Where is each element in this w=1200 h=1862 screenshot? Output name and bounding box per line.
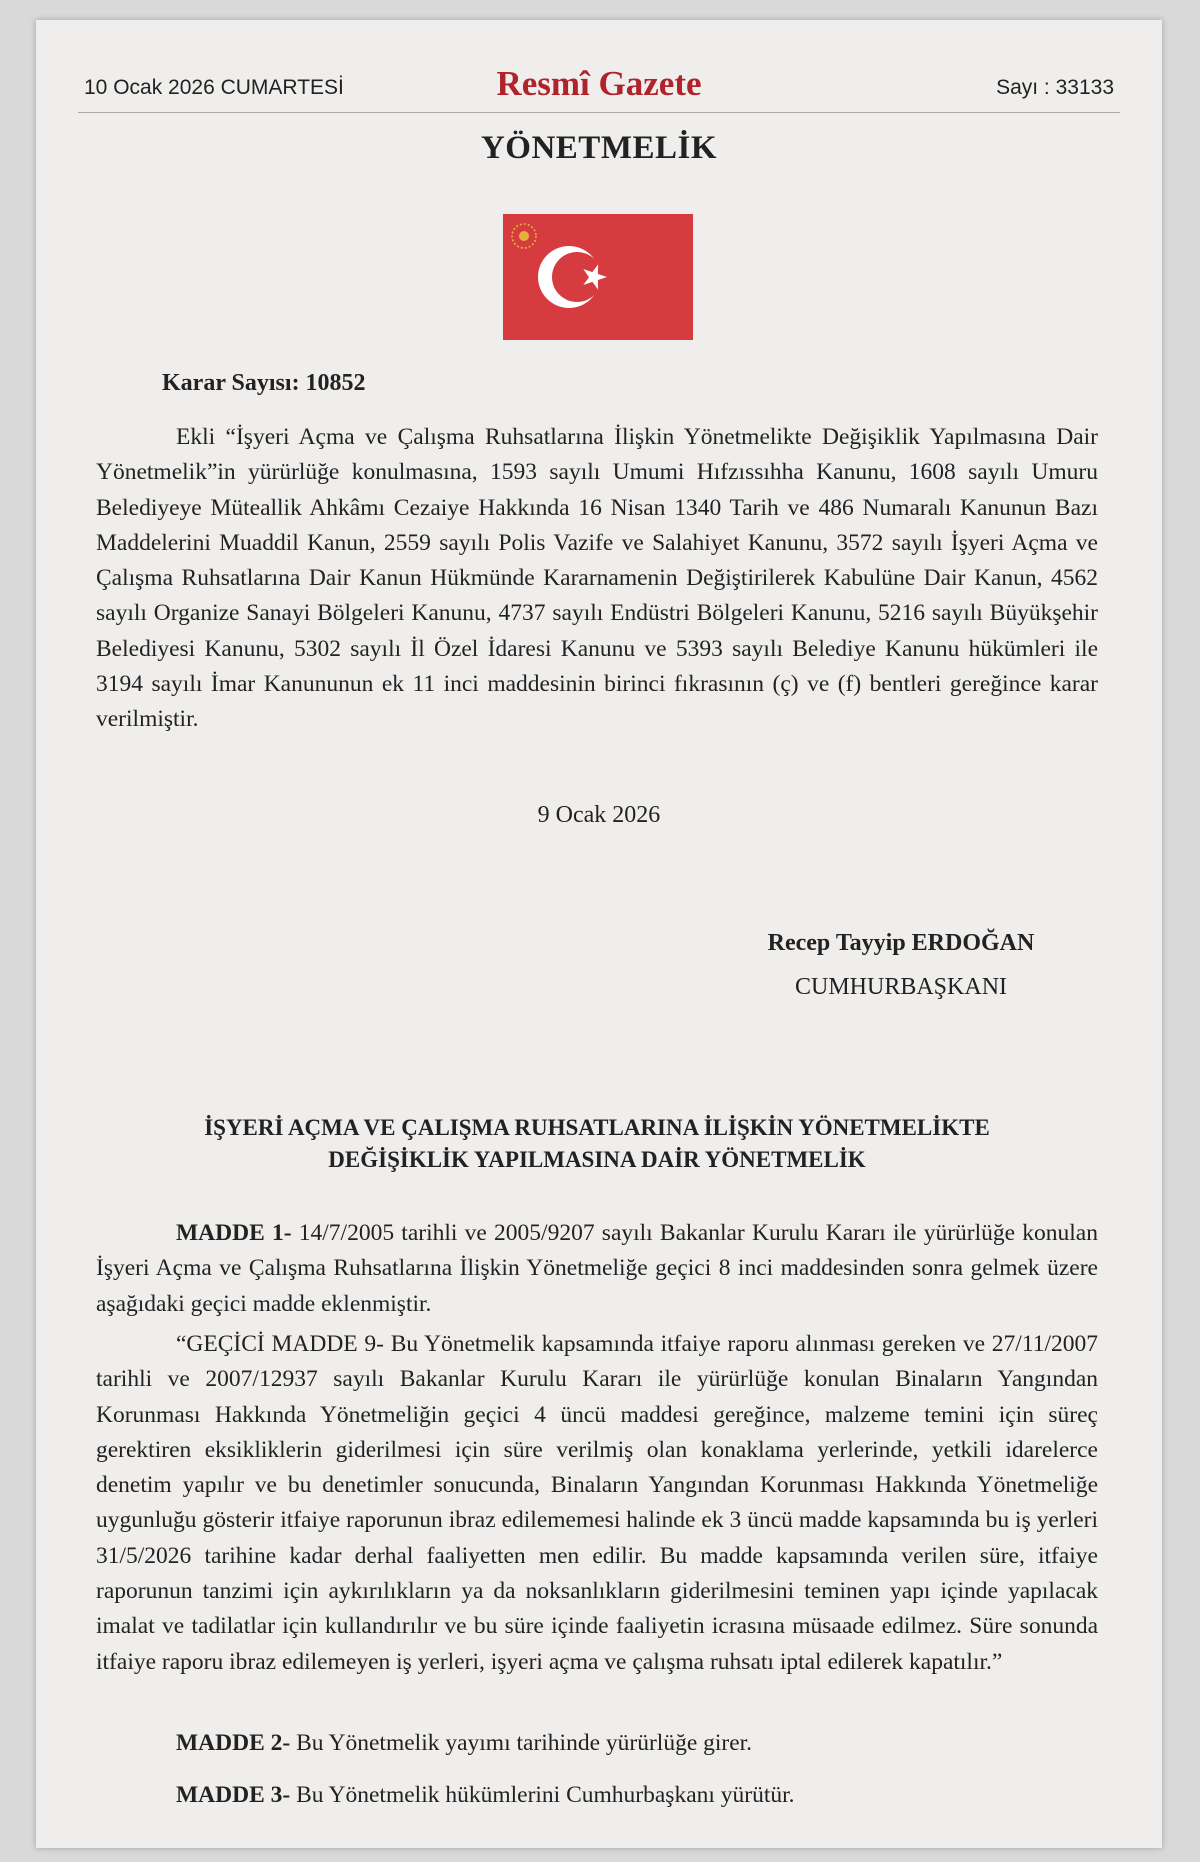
article-1-text: 14/7/2005 tarihli ve 2005/9207 sayılı Bakanlar Kurulu Kararı ile yürürlüğe konulan İşyeri Açma ve Çalışma Ruhsatlarına İlişkin Yönetmeliğe geçici 8 inci maddesinden sonra gelmek üzere aşağıdaki geçici madde eklenmiştir.	[96, 1220, 1098, 1317]
article-2-text: Bu Yönetmelik yayımı tarihinde yürürlüğe girer.	[290, 1730, 753, 1756]
regulation-title-line-1: İŞYERİ AÇMA VE ÇALIŞMA RUHSATLARINA İLİŞKİN YÖNETMELİKTE	[204, 1115, 990, 1140]
signer-name: Recep Tayyip ERDOĞAN	[767, 930, 1035, 956]
decision-number: Karar Sayısı: 10852	[162, 370, 366, 396]
gazette-name: Resmî Gazete	[496, 64, 702, 103]
masthead	[78, 52, 1120, 113]
article-2-label: MADDE 2-	[176, 1730, 291, 1756]
provisional-article-9: “GEÇİCİ MADDE 9- Bu Yönetmelik kapsamında itfaiye raporu alınması gereken ve 27/11/2007 tarihli ve 2007/12937 sayılı Bakanlar Kurulu Kararı ile yürürlüğe konulan Binaların Yangından Korunması Hakkında Yönetmeliğin geçici 4 üncü maddesi gereğince, malzeme temini için süreç gerektiren eksikliklerin giderilmesi için süre verilmiş olan konaklama yerlerinde, yetkili idarelerce denetim yapılır ve bu denetimler sonucunda, Binaların Yangından Korunması Hakkında Yönetmeliğe uygunluğu gösterir itfaiye raporunun ibraz edilememesi halinde ek 3 üncü madde kapsamında bu iş yerleri 31/5/2026 tarihine kadar derhal faaliyetten men edilir. Bu madde kapsamında verilen süre, itfaiye raporunun tanzimi için aykırılıkların ya da noksanlıkların giderilmesini teminen yapı içinde yapılacak imalat ve tadilatlar için kullandırılır ve bu süre içinde faaliyetin icrasına müsaade edilmez. Süre sonunda itfaiye raporu ibraz edilemeyen iş yerleri, işyeri açma ve çalışma ruhsatı iptal edilerek kapatılır.”	[96, 1331, 1098, 1675]
article-3	[96, 1778, 1098, 1813]
gazette-page	[36, 20, 1162, 1848]
decision-text: Ekli “İşyeri Açma ve Çalışma Ruhsatlarına İlişkin Yönetmelikte Değişiklik Yapılmasına Dair Yönetmelik”in yürürlüğe konulmasına, 1593 sayılı Umumi Hıfzıssıhha Kanunu, 1608 sayılı Umuru Belediyeye Müteallik Ahkâmı Cezaiye Hakkında 16 Nisan 1340 Tarih ve 486 Numaralı Kanunun Bazı Maddelerini Muaddil Kanun, 2559 sayılı Polis Vazife ve Salahiyet Kanunu, 3572 sayılı İşyeri Açma ve Çalışma Ruhsatlarına Dair Kanun Hükmünde Kararnamenin Değiştirilerek Kabulüne Dair Kanun, 4562 sayılı Organize Sanayi Bölgeleri Kanunu, 4737 sayılı Endüstri Bölgeleri Kanunu, 5216 sayılı Büyükşehir Belediyesi Kanunu, 5302 sayılı İl Özel İdaresi Kanunu ve 5393 sayılı Belediye Kanunu hükümleri ile 3194 sayılı İmar Kanununun ek 11 inci maddesinin birinci fıkrasının (ç) ve (f) bentleri gereğince karar verilmiştir.	[96, 424, 1098, 733]
issue-number: Sayı : 33133	[996, 76, 1114, 99]
regulation-title	[96, 1112, 1098, 1176]
article-2	[96, 1726, 1098, 1761]
turkish-flag-icon	[503, 214, 693, 340]
signer-title: CUMHURBAŞKANI	[794, 974, 1008, 1000]
article-1	[96, 1216, 1098, 1322]
issue-date: 10 Ocak 2026 CUMARTESİ	[84, 76, 344, 99]
article-3-text: Bu Yönetmelik hükümlerini Cumhurbaşkanı yürütür.	[290, 1782, 795, 1808]
document-type-heading: YÖNETMELİK	[480, 130, 718, 166]
decision-date: 9 Ocak 2026	[537, 802, 661, 828]
article-1-label: MADDE 1-	[176, 1220, 292, 1246]
regulation-title-line-2: DEĞİŞİKLİK YAPILMASINA DAİR YÖNETMELİK	[328, 1147, 866, 1172]
article-3-label: MADDE 3-	[176, 1782, 291, 1808]
